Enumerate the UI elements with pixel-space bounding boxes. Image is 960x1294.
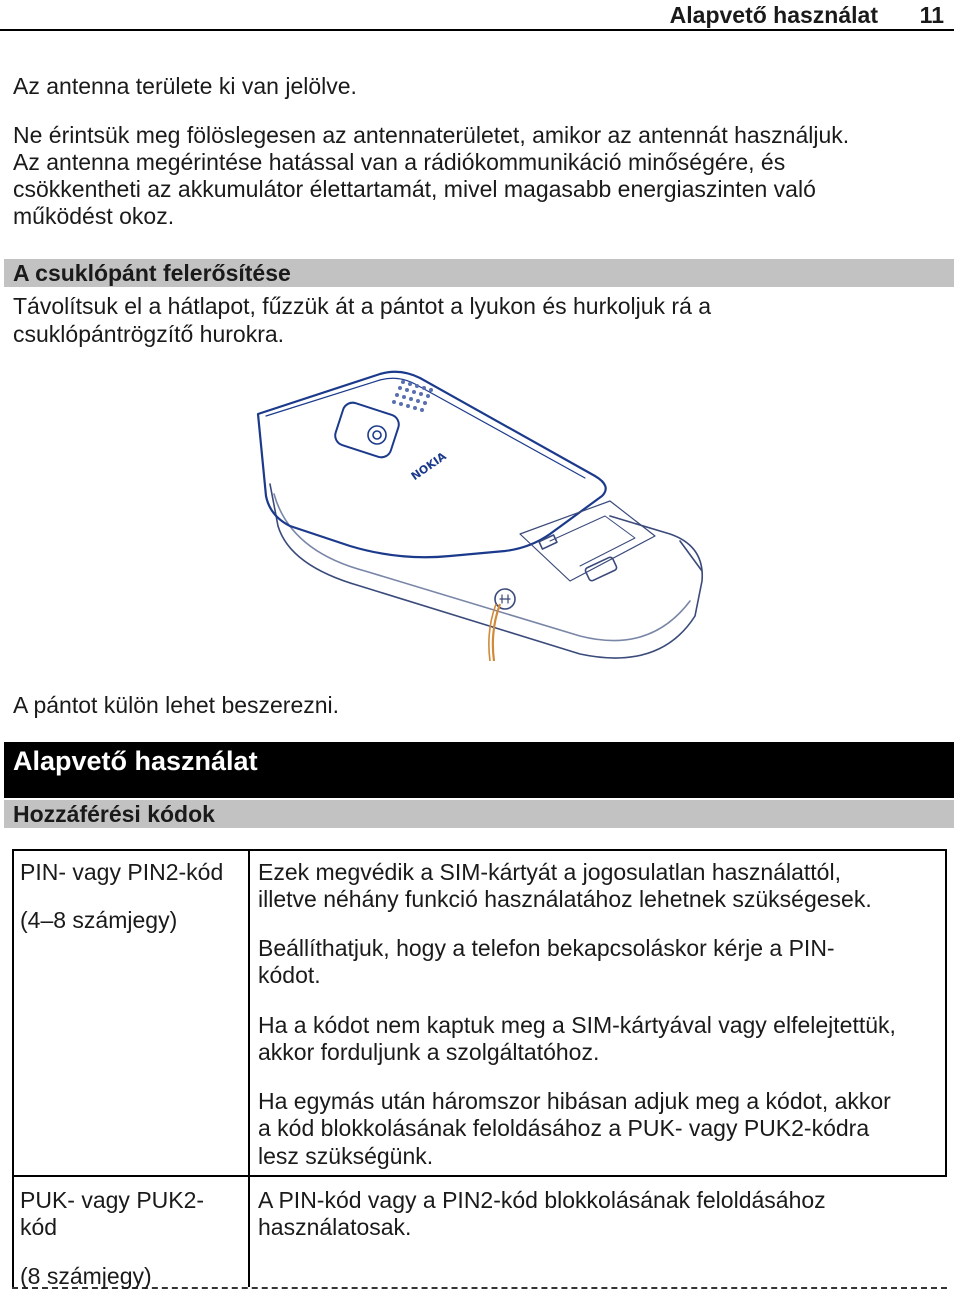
strap-section-heading: A csuklópánt felerősítése xyxy=(13,260,291,286)
access-codes-heading-bar xyxy=(4,800,954,828)
phone-strap-illustration xyxy=(250,366,710,666)
page-continuation-divider xyxy=(12,1287,947,1289)
page-number: 11 xyxy=(919,2,944,28)
code-description-line: a kód blokkolásának feloldásához a PUK- vagy PUK2-kódra xyxy=(258,1115,870,1141)
strap-instruction-line: csuklópántrögzítő hurokra. xyxy=(13,321,285,347)
chapter-heading-bar xyxy=(4,742,954,798)
access-codes-heading: Hozzáférési kódok xyxy=(13,801,215,827)
nokia-logo: NOKIA xyxy=(408,449,449,484)
strap-section-heading-bar xyxy=(4,259,954,287)
code-description-line: Ha a kódot nem kaptuk meg a SIM-kártyával vagy elfelejtettük, xyxy=(258,1012,896,1038)
antenna-warning-line: működést okoz. xyxy=(13,203,175,229)
strap-availability-note: A pántot külön lehet beszerezni. xyxy=(13,692,340,718)
running-header xyxy=(0,0,954,31)
code-digits: (4–8 számjegy) xyxy=(20,907,178,933)
code-description-line: A PIN-kód vagy a PIN2-kód blokkolásának feloldásához xyxy=(258,1187,826,1213)
code-name-line: PUK- vagy PUK2- xyxy=(20,1187,205,1213)
code-description-line: akkor forduljunk a szolgáltatóhoz. xyxy=(258,1039,600,1065)
antenna-warning-line: Ne érintsük meg fölöslegesen az antennaterületet, amikor az antennát használjuk. xyxy=(13,122,850,148)
code-name-line: kód xyxy=(20,1214,58,1240)
antenna-warning-line: Az antenna megérintése hatással van a rádiókommunikáció minőségére, és xyxy=(13,149,786,175)
header-title: Alapvető használat xyxy=(669,2,878,28)
code-name: PIN- vagy PIN2-kód xyxy=(20,859,224,885)
code-description-line: lesz szükségünk. xyxy=(258,1143,434,1169)
code-description-line: használatosak. xyxy=(258,1214,412,1240)
chapter-title: Alapvető használat xyxy=(13,746,258,776)
code-description-line: kódot. xyxy=(258,962,321,988)
code-description-line: Ha egymás után háromszor hibásan adjuk meg a kódot, akkor xyxy=(258,1088,891,1114)
antenna-warning-line: csökkentheti az akkumulátor élettartamát, mivel magasabb energiaszinten való xyxy=(13,176,816,202)
code-description-line: Ezek megvédik a SIM-kártyát a jogosulatlan használattól, xyxy=(258,859,841,885)
antenna-note: Az antenna területe ki van jelölve. xyxy=(13,73,357,99)
strap-instruction-line: Távolítsuk el a hátlapot, fűzzük át a pántot a lyukon és hurkoljuk rá a xyxy=(13,293,712,319)
code-description-line: Beállíthatjuk, hogy a telefon bekapcsoláskor kérje a PIN- xyxy=(258,935,835,961)
code-digits: (8 számjegy) xyxy=(20,1263,152,1289)
code-description-line: illetve néhány funkció használatához lehetnek szükségesek. xyxy=(258,886,872,912)
